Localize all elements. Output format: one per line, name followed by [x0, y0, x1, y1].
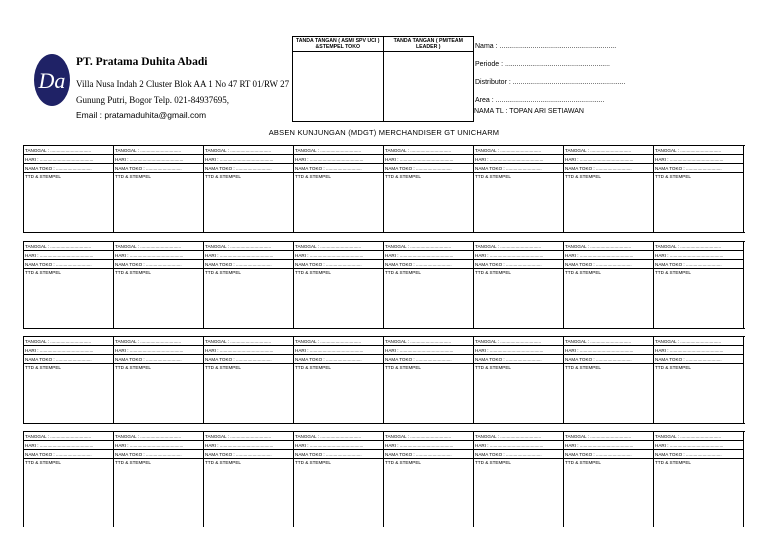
visit-cell: [654, 242, 744, 328]
hari-field[interactable]: HARI : ..........................................: [294, 441, 383, 450]
nama-toko-field[interactable]: NAMA TOKO : ............................: [654, 164, 743, 173]
visit-cell: [384, 337, 474, 423]
visit-cell: [474, 146, 564, 232]
tanggal-field[interactable]: TANGGAL : ................................: [294, 432, 383, 441]
nama-toko-field[interactable]: NAMA TOKO : ............................: [204, 450, 293, 459]
tanggal-field[interactable]: TANGGAL : ................................: [114, 337, 203, 346]
ttd-stempel-label: TTD & STEMPEL: [475, 174, 511, 179]
visit-cell: [114, 337, 204, 423]
hari-field[interactable]: HARI : ..........................................: [384, 346, 473, 355]
hari-field[interactable]: HARI : ..........................................: [564, 251, 653, 260]
field-area: Area : ........................................................: [475, 97, 605, 104]
tanggal-field[interactable]: TANGGAL : ................................: [474, 432, 563, 441]
tanggal-field[interactable]: TANGGAL : ................................: [384, 146, 473, 155]
ttd-stempel-label: TTD & STEMPEL: [205, 460, 241, 465]
visit-cell: [24, 146, 114, 232]
hari-field[interactable]: HARI : ..........................................: [654, 441, 743, 450]
hari-field[interactable]: HARI : ..........................................: [204, 251, 293, 260]
ttd-stempel-label: TTD & STEMPEL: [385, 174, 421, 179]
visit-cell: [384, 432, 474, 527]
hari-field[interactable]: HARI : ..........................................: [24, 441, 113, 450]
nama-toko-field[interactable]: NAMA TOKO : ............................: [114, 260, 203, 269]
ttd-stempel-label: TTD & STEMPEL: [115, 270, 151, 275]
ttd-stempel-label: TTD & STEMPEL: [295, 460, 331, 465]
visit-cell: [474, 242, 564, 328]
hari-field[interactable]: HARI : ..........................................: [24, 251, 113, 260]
visit-cell: [114, 242, 204, 328]
tanggal-field[interactable]: TANGGAL : ................................: [204, 432, 293, 441]
hari-field[interactable]: HARI : ..........................................: [204, 346, 293, 355]
hari-field[interactable]: HARI : ..........................................: [114, 346, 203, 355]
tanggal-field[interactable]: TANGGAL : ................................: [24, 432, 113, 441]
tanggal-field[interactable]: TANGGAL : ................................: [114, 242, 203, 251]
ttd-stempel-label: TTD & STEMPEL: [565, 270, 601, 275]
nama-toko-field[interactable]: NAMA TOKO : ............................: [24, 164, 113, 173]
ttd-stempel-label: TTD & STEMPEL: [115, 174, 151, 179]
ttd-stempel-label: TTD & STEMPEL: [205, 365, 241, 370]
visit-cell: [204, 146, 294, 232]
ttd-stempel-label: TTD & STEMPEL: [655, 174, 691, 179]
tanggal-field[interactable]: TANGGAL : ................................: [474, 146, 563, 155]
hari-field[interactable]: HARI : ..........................................: [474, 441, 563, 450]
tanggal-field[interactable]: TANGGAL : ................................: [204, 242, 293, 251]
nama-toko-field[interactable]: NAMA TOKO : ............................: [294, 450, 383, 459]
nama-toko-field[interactable]: NAMA TOKO : ............................: [564, 355, 653, 364]
tanggal-field[interactable]: TANGGAL : ................................: [114, 146, 203, 155]
nama-toko-field[interactable]: NAMA TOKO : ............................: [564, 260, 653, 269]
ttd-stempel-label: TTD & STEMPEL: [205, 174, 241, 179]
company-name: PT. Pratama Duhita Abadi: [76, 56, 208, 68]
visit-cell: [564, 337, 654, 423]
hari-field[interactable]: HARI : ..........................................: [114, 441, 203, 450]
visit-cell: [294, 337, 384, 423]
ttd-stempel-label: TTD & STEMPEL: [655, 365, 691, 370]
nama-toko-field[interactable]: NAMA TOKO : ............................: [384, 164, 473, 173]
nama-toko-field[interactable]: NAMA TOKO : ............................: [114, 355, 203, 364]
page-title: ABSEN KUNJUNGAN (MDGT) MERCHANDISER GT UNICHARM: [268, 128, 500, 137]
visit-cell: [654, 146, 744, 232]
nama-toko-field[interactable]: NAMA TOKO : ............................: [384, 355, 473, 364]
nama-toko-field[interactable]: NAMA TOKO : ............................: [654, 450, 743, 459]
hari-field[interactable]: HARI : ..........................................: [114, 155, 203, 164]
nama-toko-field[interactable]: NAMA TOKO : ............................: [294, 164, 383, 173]
nama-toko-field[interactable]: NAMA TOKO : ............................: [384, 260, 473, 269]
company-email: Email : pratamaduhita@gmail.com: [76, 110, 207, 120]
attendance-band: [23, 431, 745, 527]
logo-text: Da: [38, 68, 66, 93]
nama-toko-field[interactable]: NAMA TOKO : ............................: [24, 450, 113, 459]
hari-field[interactable]: HARI : ..........................................: [204, 441, 293, 450]
ttd-stempel-label: TTD & STEMPEL: [115, 460, 151, 465]
nama-toko-field[interactable]: NAMA TOKO : ............................: [474, 164, 563, 173]
ttd-stempel-label: TTD & STEMPEL: [295, 270, 331, 275]
hari-field[interactable]: HARI : ..........................................: [654, 251, 743, 260]
tanggal-field[interactable]: TANGGAL : ................................: [114, 432, 203, 441]
visit-cell: [654, 432, 744, 527]
tanggal-field[interactable]: TANGGAL : ................................: [654, 337, 743, 346]
signature-header-pm: TANDA TANGAN ( PM/TEAM LEADER ): [384, 37, 474, 52]
visit-cell: [114, 432, 204, 527]
hari-field[interactable]: HARI : ..........................................: [474, 251, 563, 260]
visit-cell: [294, 242, 384, 328]
signature-column-asm: [293, 37, 384, 121]
visit-cell: [474, 337, 564, 423]
hari-field[interactable]: HARI : ..........................................: [474, 346, 563, 355]
nama-toko-field[interactable]: NAMA TOKO : ............................: [474, 260, 563, 269]
ttd-stempel-label: TTD & STEMPEL: [565, 365, 601, 370]
hari-field[interactable]: HARI : ..........................................: [654, 346, 743, 355]
nama-toko-field[interactable]: NAMA TOKO : ............................: [24, 260, 113, 269]
tanggal-field[interactable]: TANGGAL : ................................: [294, 242, 383, 251]
ttd-stempel-label: TTD & STEMPEL: [295, 365, 331, 370]
nama-toko-field[interactable]: NAMA TOKO : ............................: [654, 355, 743, 364]
field-periode: Periode : ......................................................: [475, 61, 610, 68]
nama-toko-field[interactable]: NAMA TOKO : ............................: [204, 260, 293, 269]
ttd-stempel-label: TTD & STEMPEL: [565, 460, 601, 465]
nama-toko-field[interactable]: NAMA TOKO : ............................: [294, 355, 383, 364]
nama-toko-field[interactable]: NAMA TOKO : ............................: [294, 260, 383, 269]
hari-field[interactable]: HARI : ..........................................: [204, 155, 293, 164]
nama-toko-field[interactable]: NAMA TOKO : ............................: [474, 355, 563, 364]
ttd-stempel-label: TTD & STEMPEL: [25, 174, 61, 179]
hari-field[interactable]: HARI : ..........................................: [114, 251, 203, 260]
tanggal-field[interactable]: TANGGAL : ................................: [474, 242, 563, 251]
tanggal-field[interactable]: TANGGAL : ................................: [24, 146, 113, 155]
visit-cell: [24, 337, 114, 423]
attendance-band: [23, 241, 745, 329]
hari-field[interactable]: HARI : ..........................................: [294, 346, 383, 355]
tanggal-field[interactable]: TANGGAL : ................................: [384, 432, 473, 441]
tanggal-field[interactable]: TANGGAL : ................................: [654, 242, 743, 251]
nama-toko-field[interactable]: NAMA TOKO : ............................: [384, 450, 473, 459]
ttd-stempel-label: TTD & STEMPEL: [205, 270, 241, 275]
tanggal-field[interactable]: TANGGAL : ................................: [654, 432, 743, 441]
hari-field[interactable]: HARI : ..........................................: [474, 155, 563, 164]
ttd-stempel-label: TTD & STEMPEL: [25, 270, 61, 275]
nama-toko-field[interactable]: NAMA TOKO : ............................: [24, 355, 113, 364]
hari-field[interactable]: HARI : ..........................................: [24, 346, 113, 355]
field-nama: Nama : ............................................................: [475, 43, 617, 50]
nama-toko-field[interactable]: NAMA TOKO : ............................: [564, 164, 653, 173]
ttd-stempel-label: TTD & STEMPEL: [475, 365, 511, 370]
signature-box: [292, 36, 474, 122]
ttd-stempel-label: TTD & STEMPEL: [295, 174, 331, 179]
field-distributor: Distributor : ..........................................................: [475, 79, 626, 86]
tanggal-field[interactable]: TANGGAL : ................................: [384, 242, 473, 251]
tanggal-field[interactable]: TANGGAL : ................................: [24, 337, 113, 346]
tanggal-field[interactable]: TANGGAL : ................................: [564, 432, 653, 441]
tanggal-field[interactable]: TANGGAL : ................................: [24, 242, 113, 251]
ttd-stempel-label: TTD & STEMPEL: [655, 270, 691, 275]
hari-field[interactable]: HARI : ..........................................: [384, 251, 473, 260]
hari-field[interactable]: HARI : ..........................................: [294, 155, 383, 164]
tanggal-field[interactable]: TANGGAL : ................................: [384, 337, 473, 346]
visit-cell: [24, 242, 114, 328]
visit-cell: [204, 337, 294, 423]
visit-cell: [114, 146, 204, 232]
visit-cell: [564, 432, 654, 527]
visit-cell: [564, 242, 654, 328]
hari-field[interactable]: HARI : ..........................................: [564, 155, 653, 164]
company-header: [76, 56, 289, 121]
ttd-stempel-label: TTD & STEMPEL: [385, 460, 421, 465]
tanggal-field[interactable]: TANGGAL : ................................: [204, 337, 293, 346]
ttd-stempel-label: TTD & STEMPEL: [565, 174, 601, 179]
info-fields: [475, 40, 626, 112]
tanggal-field[interactable]: TANGGAL : ................................: [654, 146, 743, 155]
attendance-band: [23, 336, 745, 424]
ttd-stempel-label: TTD & STEMPEL: [25, 460, 61, 465]
visit-cell: [204, 432, 294, 527]
tanggal-field[interactable]: TANGGAL : ................................: [564, 337, 653, 346]
hari-field[interactable]: HARI : ..........................................: [24, 155, 113, 164]
nama-toko-field[interactable]: NAMA TOKO : ............................: [114, 164, 203, 173]
visit-cell: [474, 432, 564, 527]
ttd-stempel-label: TTD & STEMPEL: [385, 365, 421, 370]
visit-cell: [384, 146, 474, 232]
company-logo: [33, 53, 71, 107]
hari-field[interactable]: HARI : ..........................................: [564, 441, 653, 450]
nama-toko-field[interactable]: NAMA TOKO : ............................: [204, 164, 293, 173]
ttd-stempel-label: TTD & STEMPEL: [25, 365, 61, 370]
tanggal-field[interactable]: TANGGAL : ................................: [564, 242, 653, 251]
visit-cell: [294, 432, 384, 527]
tanggal-field[interactable]: TANGGAL : ................................: [474, 337, 563, 346]
signature-header-asm: TANDA TANGAN ( ASM/ SPV UCI ) &STEMPEL TOKO: [293, 37, 383, 52]
ttd-stempel-label: TTD & STEMPEL: [475, 460, 511, 465]
visit-cell: [564, 146, 654, 232]
ttd-stempel-label: TTD & STEMPEL: [115, 365, 151, 370]
hari-field[interactable]: HARI : ..........................................: [384, 155, 473, 164]
hari-field[interactable]: HARI : ..........................................: [294, 251, 383, 260]
hari-field[interactable]: HARI : ..........................................: [384, 441, 473, 450]
signature-column-pm: [384, 37, 474, 121]
field-nama-tl: NAMA TL : TOPAN ARI SETIAWAN: [474, 108, 584, 115]
visit-cell: [24, 432, 114, 527]
visit-cell: [204, 242, 294, 328]
visit-cell: [294, 146, 384, 232]
ttd-stempel-label: TTD & STEMPEL: [655, 460, 691, 465]
hari-field[interactable]: HARI : ..........................................: [564, 346, 653, 355]
tanggal-field[interactable]: TANGGAL : ................................: [294, 146, 383, 155]
tanggal-field[interactable]: TANGGAL : ................................: [294, 337, 383, 346]
nama-toko-field[interactable]: NAMA TOKO : ............................: [654, 260, 743, 269]
tanggal-field[interactable]: TANGGAL : ................................: [564, 146, 653, 155]
company-address-1: Villa Nusa Indah 2 Cluster Blok AA 1 No 47 RT 01/RW 27: [76, 79, 290, 89]
nama-toko-field[interactable]: NAMA TOKO : ............................: [564, 450, 653, 459]
ttd-stempel-label: TTD & STEMPEL: [475, 270, 511, 275]
visit-cell: [654, 337, 744, 423]
attendance-grid: [23, 145, 745, 527]
visit-cell: [384, 242, 474, 328]
ttd-stempel-label: TTD & STEMPEL: [385, 270, 421, 275]
attendance-band: [23, 145, 745, 233]
nama-toko-field[interactable]: NAMA TOKO : ............................: [474, 450, 563, 459]
tanggal-field[interactable]: TANGGAL : ................................: [204, 146, 293, 155]
hari-field[interactable]: HARI : ..........................................: [654, 155, 743, 164]
nama-toko-field[interactable]: NAMA TOKO : ............................: [114, 450, 203, 459]
company-address-2: Gunung Putri, Bogor Telp. 021-84937695,: [76, 95, 229, 105]
nama-toko-field[interactable]: NAMA TOKO : ............................: [204, 355, 293, 364]
